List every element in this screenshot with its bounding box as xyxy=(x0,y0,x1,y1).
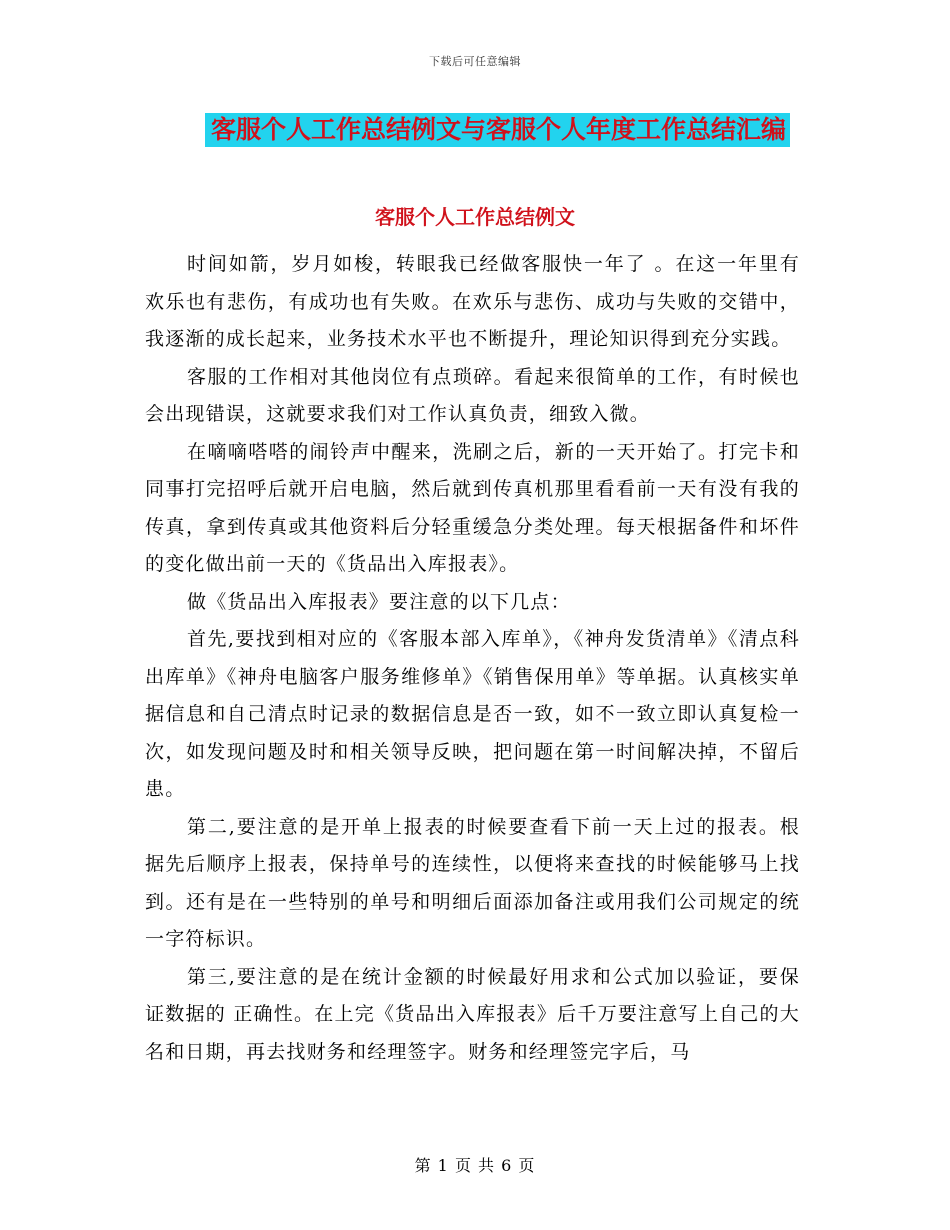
paragraph: 第三,要注意的是在统计金额的时候最好用求和公式加以验证，要保证数据的 正确性。在上完《货品出入库报表》后千万要注意写上自己的大名和日期，再去找财务和经理签字。财务和经理签完字后，马 xyxy=(145,965,800,1063)
page-number: 第 1 页 共 6 页 xyxy=(414,1156,536,1175)
paragraph: 客服的工作相对其他岗位有点琐碎。看起来很简单的工作，有时候也会出现错误，这就要求我们对工作认真负责，细致入微。 xyxy=(145,365,800,425)
paragraph: 首先,要找到相对应的《客服本部入库单》，《神舟发货清单》《清点科出库单》《神舟电脑客户服务维修单》《销售保用单》等单据。认真核实单据信息和自己清点时记录的数据信息是否一致，如不一致立即认真复检一次，如发现问题及时和相关领导反映，把问题在第一时间解决掉，不留后患。 xyxy=(145,628,800,800)
paragraph: 在嘀嘀嗒嗒的闹铃声中醒来，洗刷之后，新的一天开始了。打完卡和同事打完招呼后就开启电脑，然后就到传真机那里看看前一天有没有我的传真，拿到传真或其他资料后分轻重缓急分类处理。每天根据备件和坏件的变化做出前一天的《货品出入库报表》。 xyxy=(145,440,800,575)
document-title: 客服个人工作总结例文与客服个人年度工作总结汇编 xyxy=(205,113,790,147)
paragraph: 做《货品出入库报表》要注意的以下几点： xyxy=(187,590,571,613)
title-container xyxy=(0,113,950,147)
paragraph: 第二,要注意的是开单上报表的时候要查看下前一天上过的报表。根据先后顺序上报表，保持单号的连续性，以便将来查找的时候能够马上找到。还有是在一些特别的单号和明细后面添加备注或用我们公司规定的统一字符标识。 xyxy=(145,815,800,950)
section-title: 客服个人工作总结例文 xyxy=(375,205,575,229)
page-header-note: 下载后可任意编辑 xyxy=(429,55,521,68)
document-body xyxy=(145,246,800,1071)
paragraph: 时间如箭，岁月如梭，转眼我已经做客服快一年了 。在这一年里有欢乐也有悲伤，有成功也有失败。在欢乐与悲伤、成功与失败的交错中，我逐渐的成长起来，业务技术水平也不断提升，理论知识得到充分实践。 xyxy=(145,253,800,350)
